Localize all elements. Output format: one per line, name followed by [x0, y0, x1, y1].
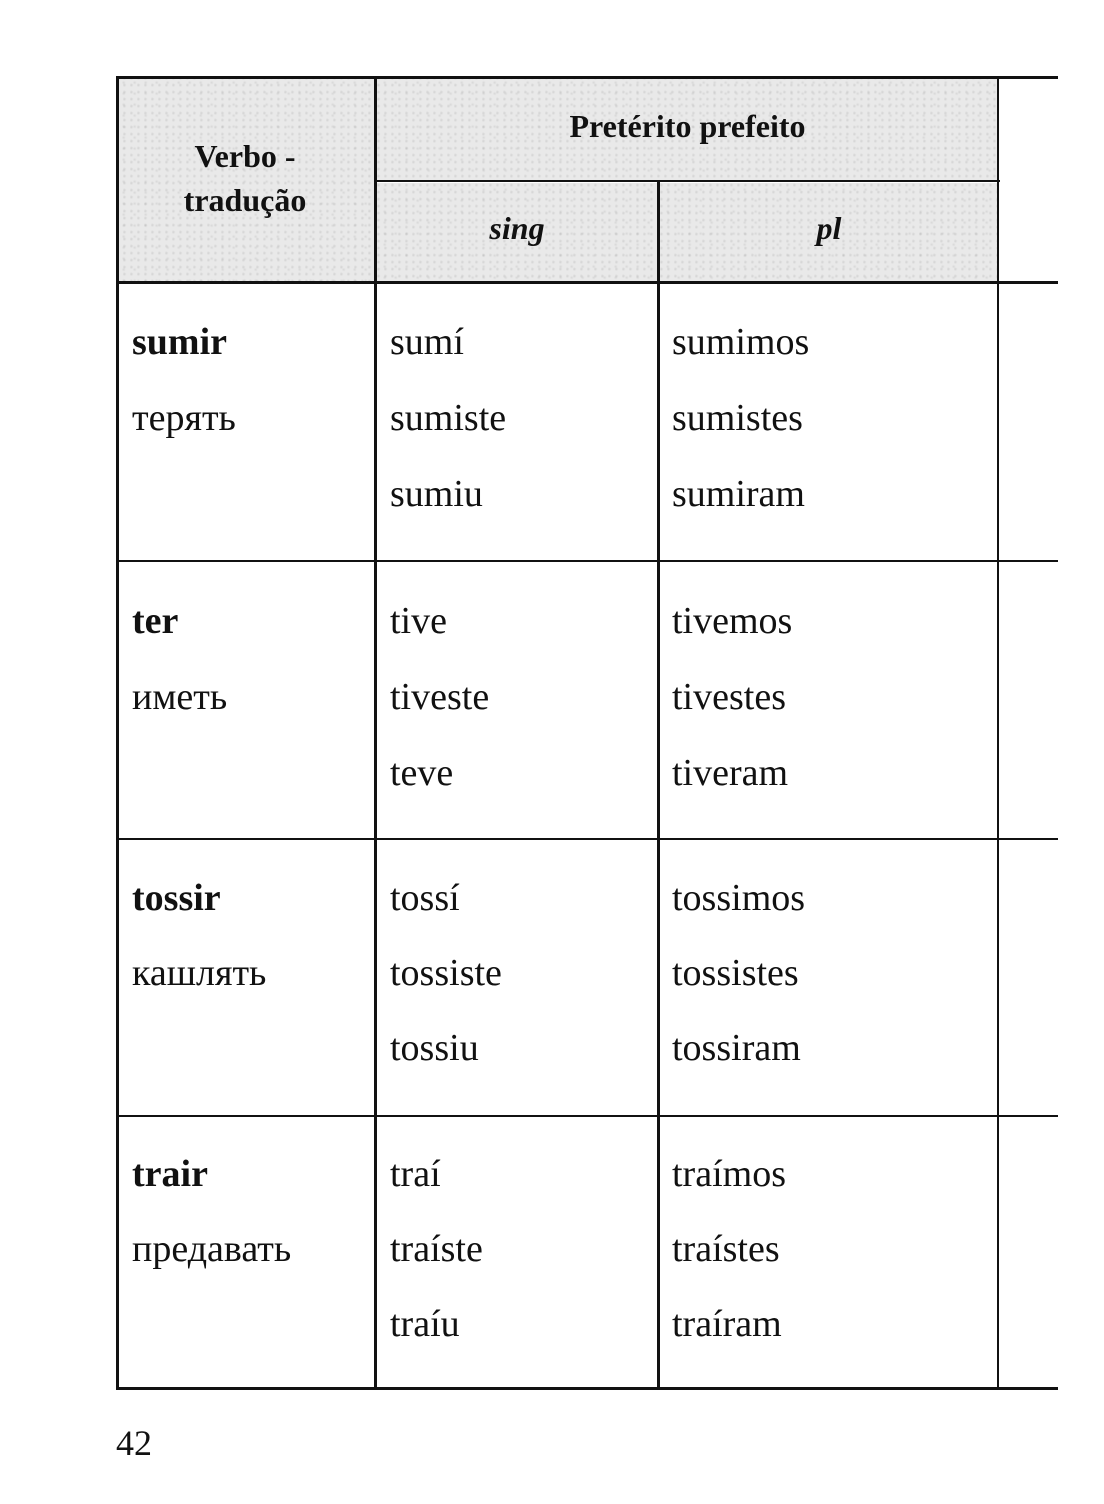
plural-form: sumistes: [672, 397, 803, 439]
header-singular: sing: [489, 210, 545, 246]
plural-form: tivestes: [672, 676, 786, 718]
table-bottom-border: [116, 1387, 1058, 1390]
header-plural: pl: [816, 210, 842, 246]
column-divider: [997, 76, 999, 1390]
singular-form: tossí: [390, 877, 460, 919]
header-tense: Pretérito prefeito: [569, 108, 806, 144]
plural-form: tossiram: [672, 1027, 801, 1069]
plural-form: traímos: [672, 1153, 786, 1195]
verb-infinitive: ter: [132, 600, 179, 642]
page-number: 42: [116, 1423, 152, 1463]
verb-infinitive: tossir: [132, 877, 221, 919]
verb-translation: кашлять: [132, 952, 267, 994]
singular-form: tiveste: [390, 676, 490, 718]
plural-form: tossistes: [672, 952, 799, 994]
table-left-border: [116, 76, 119, 1390]
plural-form: tiveram: [672, 752, 789, 794]
singular-form: teve: [390, 752, 454, 794]
plural-form: traístes: [672, 1228, 780, 1270]
singular-form: sumí: [390, 321, 464, 363]
singular-form: tossiu: [390, 1027, 479, 1069]
verb-translation: предавать: [132, 1228, 292, 1270]
verb-infinitive: trair: [132, 1153, 208, 1195]
column-divider: [657, 180, 660, 1390]
column-divider: [374, 76, 377, 1390]
singular-form: tive: [390, 600, 447, 642]
plural-form: tossimos: [672, 877, 806, 919]
singular-form: traí: [390, 1153, 441, 1195]
verb-infinitive: sumir: [132, 321, 227, 363]
verb-translation: терять: [132, 397, 236, 439]
singular-form: tossiste: [390, 952, 502, 994]
row-divider: [116, 838, 1058, 840]
plural-form: sumimos: [672, 321, 810, 363]
row-divider: [116, 1115, 1058, 1117]
verb-translation: иметь: [132, 676, 228, 718]
row-divider: [116, 560, 1058, 562]
singular-form: traíu: [390, 1303, 460, 1345]
plural-form: tivemos: [672, 600, 793, 642]
singular-form: sumiste: [390, 397, 507, 439]
singular-form: sumiu: [390, 473, 483, 515]
table-top-border: [116, 76, 1058, 79]
conjugation-table: [116, 76, 1058, 1390]
header-bottom-border: [116, 281, 1058, 284]
header-verb-translation: Verbo - tradução: [183, 138, 307, 218]
header-divider: [374, 180, 1000, 182]
plural-form: sumiram: [672, 473, 805, 515]
singular-form: traíste: [390, 1228, 483, 1270]
plural-form: traíram: [672, 1303, 782, 1345]
